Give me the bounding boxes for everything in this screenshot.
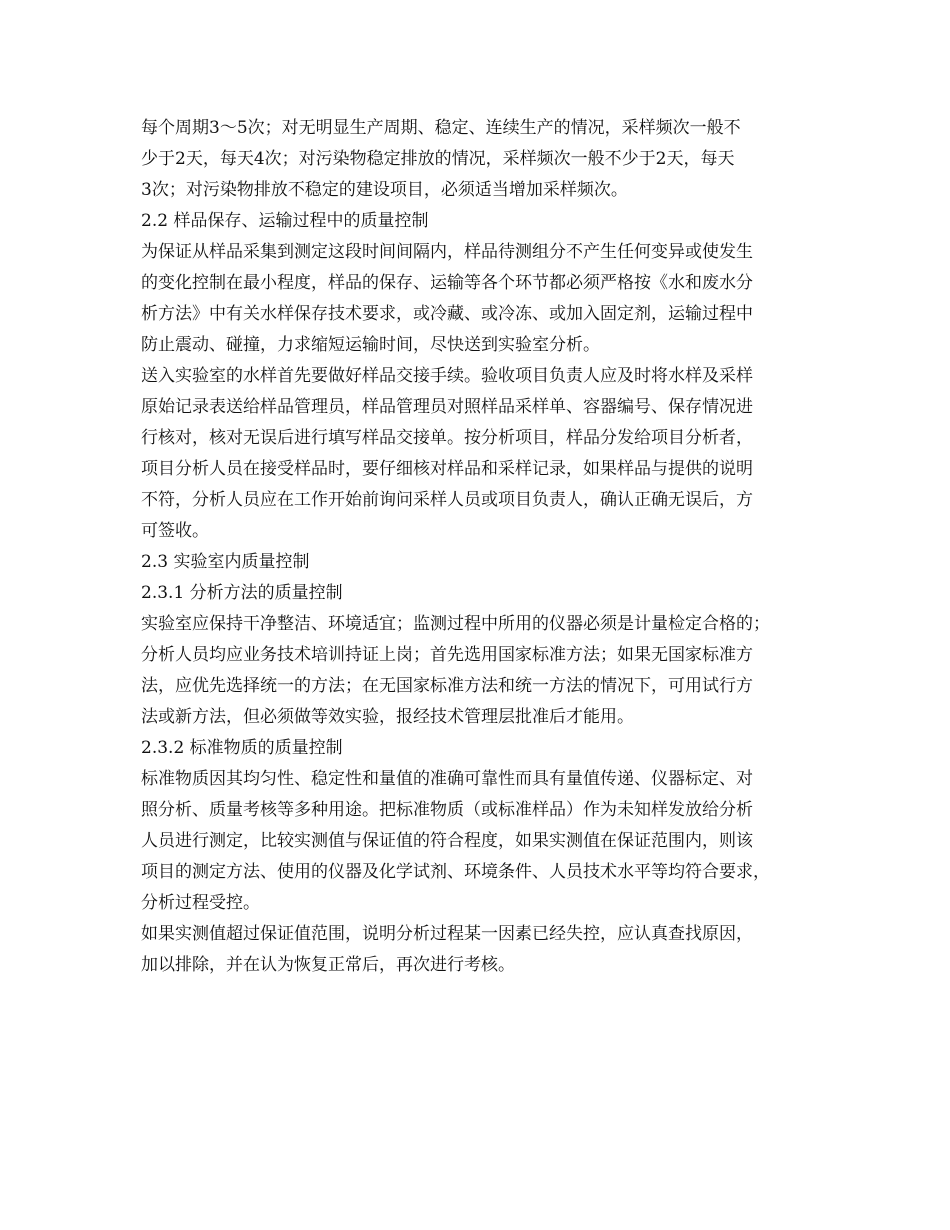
paragraph-line: 法，应优先选择统一的方法；在无国家标准方法和统一方法的情况下，可用试行方 (141, 676, 753, 696)
paragraph-line: 析方法》中有关水样保存技术要求，或冷藏、或冷冻、或加入固定剂，运输过程中 (141, 304, 753, 324)
section-heading: 2.2 样品保存、运输过程中的质量控制 (141, 211, 429, 231)
paragraph-line: 项目分析人员在接受样品时，要仔细核对样品和采样记录，如果样品与提供的说明 (141, 459, 753, 479)
paragraph-line: 3次；对污染物排放不稳定的建设项目，必须适当增加采样频次。 (141, 180, 628, 200)
paragraph-line: 的变化控制在最小程度，样品的保存、运输等各个环节都必须严格按《水和废水分 (141, 273, 753, 293)
section-heading: 2.3 实验室内质量控制 (141, 552, 310, 572)
paragraph-line: 照分析、质量考核等多种用途。把标准物质（或标准样品）作为未知样发放给分析 (141, 800, 753, 820)
paragraph-line: 分析过程受控。 (141, 893, 260, 913)
subsection-heading: 2.3.1 分析方法的质量控制 (141, 583, 343, 603)
paragraph-line: 少于2天，每天4次；对污染物稳定排放的情况，采样频次一般不少于2天，每天 (141, 149, 735, 169)
paragraph-line: 原始记录表送给样品管理员，样品管理员对照样品采样单、容器编号、保存情况进 (141, 397, 753, 417)
document-body (141, 113, 821, 981)
paragraph-line: 实验室应保持干净整洁、环境适宜；监测过程中所用的仪器必须是计量检定合格的； (141, 614, 770, 634)
paragraph-line: 项目的测定方法、使用的仪器及化学试剂、环境条件、人员技术水平等均符合要求， (141, 862, 770, 882)
subsection-heading: 2.3.2 标准物质的质量控制 (141, 738, 343, 758)
paragraph-line: 分析人员均应业务技术培训持证上岗；首先选用国家标准方法；如果无国家标准方 (141, 645, 753, 665)
paragraph-line: 为保证从样品采集到测定这段时间间隔内，样品待测组分不产生任何变异或使发生 (141, 242, 753, 262)
paragraph-line: 送入实验室的水样首先要做好样品交接手续。验收项目负责人应及时将水样及采样 (141, 366, 753, 386)
paragraph-line: 如果实测值超过保证值范围，说明分析过程某一因素已经失控，应认真查找原因， (141, 924, 753, 944)
paragraph-line: 人员进行测定，比较实测值与保证值的符合程度，如果实测值在保证范围内，则该 (141, 831, 753, 851)
paragraph-line: 不符，分析人员应在工作开始前询问采样人员或项目负责人，确认正确无误后，方 (141, 490, 753, 510)
paragraph-line: 标准物质因其均匀性、稳定性和量值的准确可靠性而具有量值传递、仪器标定、对 (141, 769, 753, 789)
paragraph-line: 可签收。 (141, 521, 209, 541)
paragraph-line: 每个周期3～5次；对无明显生产周期、稳定、连续生产的情况，采样频次一般不 (141, 118, 741, 138)
paragraph-line: 行核对，核对无误后进行填写样品交接单。按分析项目，样品分发给项目分析者， (141, 428, 753, 448)
paragraph-line: 法或新方法，但必须做等效实验，报经技术管理层批准后才能用。 (141, 707, 634, 727)
paragraph-line: 加以排除，并在认为恢复正常后，再次进行考核。 (141, 955, 515, 975)
paragraph-line: 防止震动、碰撞，力求缩短运输时间，尽快送到实验室分析。 (141, 335, 600, 355)
